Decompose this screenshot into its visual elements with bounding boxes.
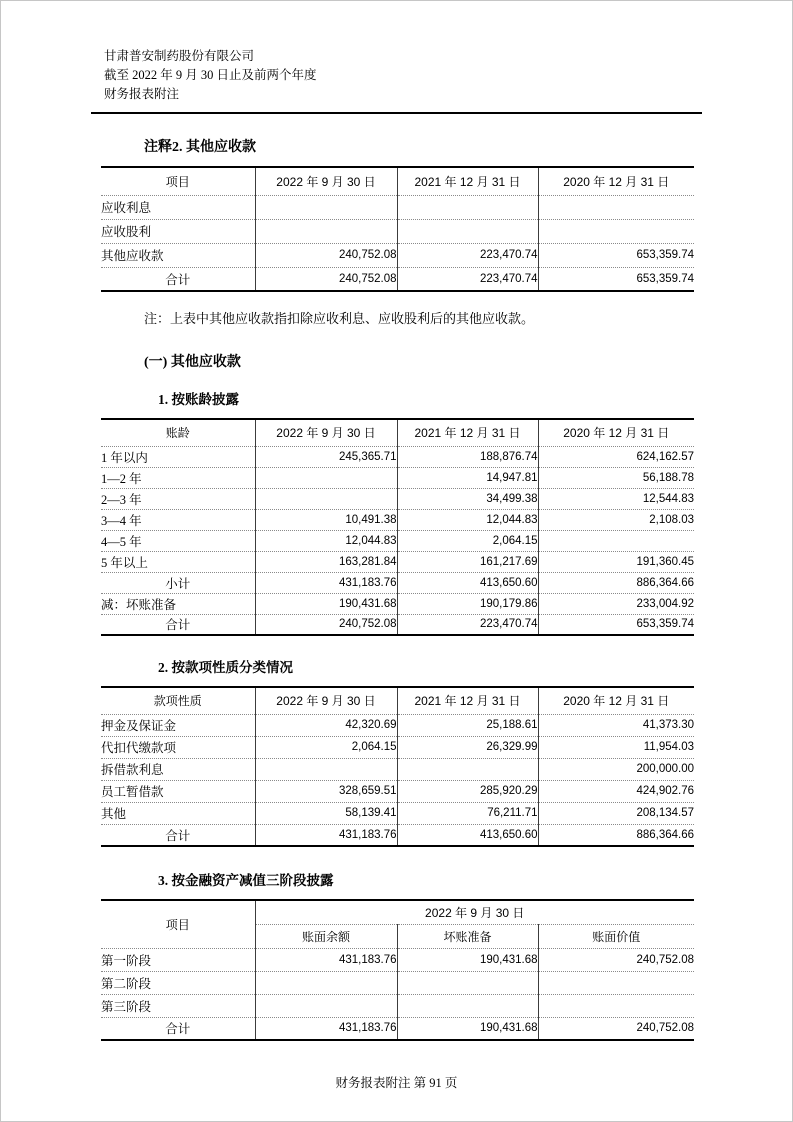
cell-value [255, 971, 397, 994]
row-label: 员工暂借款 [101, 780, 255, 802]
cell-value: 424,902.76 [538, 780, 694, 802]
cell-value: 285,920.29 [397, 780, 538, 802]
row-label: 5 年以上 [101, 551, 255, 572]
cell-value: 190,431.68 [255, 593, 397, 614]
cell-value: 58,139.41 [255, 802, 397, 824]
cell-value: 240,752.08 [255, 267, 397, 291]
column-header: 账面价值 [538, 924, 694, 948]
row-label: 4—5 年 [101, 530, 255, 551]
table-row [101, 195, 694, 219]
row-label: 3—4 年 [101, 509, 255, 530]
table-header-row [101, 167, 694, 195]
subsection3-title: 3. 按金融资产减值三阶段披露 [158, 873, 334, 888]
section1-title: (一) 其他应收款 [144, 355, 241, 370]
table-total-row [101, 267, 694, 291]
column-header: 账面余额 [255, 924, 397, 948]
cell-value: 188,876.74 [397, 446, 538, 467]
column-header: 2022 年 9 月 30 日 [255, 419, 397, 446]
cell-value [538, 530, 694, 551]
row-label: 其他应收款 [101, 243, 255, 267]
cell-value [397, 971, 538, 994]
cell-value [538, 994, 694, 1017]
table-row [101, 971, 694, 994]
cell-value: 56,188.78 [538, 467, 694, 488]
column-header: 2020 年 12 月 31 日 [538, 167, 694, 195]
table-row [101, 509, 694, 530]
table-row [101, 758, 694, 780]
other-receivables-summary-table [101, 166, 694, 292]
column-header: 2020 年 12 月 31 日 [538, 419, 694, 446]
cell-value [538, 219, 694, 243]
cell-value: 2,108.03 [538, 509, 694, 530]
cell-value [255, 994, 397, 1017]
cell-value: 11,954.03 [538, 736, 694, 758]
column-header: 2021 年 12 月 31 日 [397, 419, 538, 446]
table-total-row [101, 614, 694, 635]
row-label: 小计 [101, 572, 255, 593]
row-label: 合计 [101, 1017, 255, 1040]
cell-value [255, 195, 397, 219]
cell-value: 413,650.60 [397, 824, 538, 846]
nature-classification-table [101, 686, 694, 847]
row-label: 合计 [101, 614, 255, 635]
cell-value: 240,752.08 [255, 243, 397, 267]
row-label: 1—2 年 [101, 467, 255, 488]
cell-value [538, 195, 694, 219]
row-label: 第二阶段 [101, 971, 255, 994]
cell-value [397, 758, 538, 780]
row-label: 1 年以内 [101, 446, 255, 467]
cell-value: 233,004.92 [538, 593, 694, 614]
cell-value: 431,183.76 [255, 948, 397, 971]
table-total-row [101, 824, 694, 846]
cell-value: 653,359.74 [538, 267, 694, 291]
table-row [101, 467, 694, 488]
company-name: 甘肃普安制药股份有限公司 [104, 49, 255, 63]
cell-value: 200,000.00 [538, 758, 694, 780]
column-header: 账龄 [165, 426, 190, 441]
table-header-row [101, 687, 694, 714]
cell-value: 886,364.66 [538, 572, 694, 593]
cell-value [255, 488, 397, 509]
table-row [101, 736, 694, 758]
row-label: 合计 [101, 824, 255, 846]
table-header-row [101, 900, 694, 924]
page-header [104, 47, 792, 104]
cell-value [255, 758, 397, 780]
table-header-row [101, 419, 694, 446]
report-period: 截至 2022 年 9 月 30 日止及前两个年度 [104, 68, 317, 82]
cell-value: 431,183.76 [255, 824, 397, 846]
row-label: 第三阶段 [101, 994, 255, 1017]
cell-value: 163,281.84 [255, 551, 397, 572]
cell-value: 208,134.57 [538, 802, 694, 824]
cell-value: 14,947.81 [397, 467, 538, 488]
table-footnote: 注：上表中其他应收款指扣除应收利息、应收股利后的其他应收款。 [144, 311, 535, 326]
impairment-stages-table [101, 899, 694, 1041]
table-row [101, 802, 694, 824]
table-row [101, 780, 694, 802]
cell-value: 190,179.86 [397, 593, 538, 614]
column-header: 款项性质 [153, 694, 202, 709]
document-type: 财务报表附注 [104, 87, 180, 101]
cell-value: 34,499.38 [397, 488, 538, 509]
cell-value: 2,064.15 [255, 736, 397, 758]
table-row [101, 593, 694, 614]
cell-value: 12,044.83 [255, 530, 397, 551]
corner-header: 项目 [165, 917, 190, 932]
column-header: 2022 年 9 月 30 日 [255, 687, 397, 714]
header-rule [91, 112, 702, 114]
table-row [101, 488, 694, 509]
column-header: 坏账准备 [397, 924, 538, 948]
cell-value: 653,359.74 [538, 243, 694, 267]
aging-table [101, 418, 694, 636]
table-row [101, 948, 694, 971]
cell-value: 431,183.76 [255, 1017, 397, 1040]
row-label: 应收股利 [101, 219, 255, 243]
subsection1-title: 1. 按账龄披露 [158, 392, 239, 407]
table-row [101, 994, 694, 1017]
cell-value: 240,752.08 [538, 948, 694, 971]
cell-value: 12,044.83 [397, 509, 538, 530]
cell-value: 245,365.71 [255, 446, 397, 467]
column-header: 2021 年 12 月 31 日 [397, 687, 538, 714]
row-label: 拆借款利息 [101, 758, 255, 780]
cell-value: 223,470.74 [397, 243, 538, 267]
cell-value: 2,064.15 [397, 530, 538, 551]
cell-value [397, 994, 538, 1017]
cell-value: 10,491.38 [255, 509, 397, 530]
cell-value: 431,183.76 [255, 572, 397, 593]
cell-value: 328,659.51 [255, 780, 397, 802]
row-label: 应收利息 [101, 195, 255, 219]
cell-value: 240,752.08 [538, 1017, 694, 1040]
cell-value: 26,329.99 [397, 736, 538, 758]
subsection2-title: 2. 按款项性质分类情况 [158, 660, 293, 675]
cell-value: 240,752.08 [255, 614, 397, 635]
cell-value [255, 467, 397, 488]
date-span-header: 2022 年 9 月 30 日 [255, 900, 694, 924]
cell-value: 25,188.61 [397, 714, 538, 736]
table-row [101, 551, 694, 572]
table-row [101, 243, 694, 267]
cell-value: 190,431.68 [397, 948, 538, 971]
row-label: 押金及保证金 [101, 714, 255, 736]
table-row [101, 219, 694, 243]
table-total-row [101, 1017, 694, 1040]
cell-value [397, 195, 538, 219]
row-label: 2—3 年 [101, 488, 255, 509]
row-label: 第一阶段 [101, 948, 255, 971]
cell-value: 886,364.66 [538, 824, 694, 846]
page-footer: 财务报表附注 第 91 页 [335, 1076, 458, 1090]
cell-value: 190,431.68 [397, 1017, 538, 1040]
cell-value: 76,211.71 [397, 802, 538, 824]
cell-value [538, 971, 694, 994]
cell-value [397, 219, 538, 243]
cell-value [255, 219, 397, 243]
row-label: 其他 [101, 802, 255, 824]
cell-value: 161,217.69 [397, 551, 538, 572]
cell-value: 191,360.45 [538, 551, 694, 572]
note2-title: 注释2. 其他应收款 [144, 140, 256, 155]
cell-value: 41,373.30 [538, 714, 694, 736]
table-row [101, 530, 694, 551]
row-label: 合计 [101, 267, 255, 291]
cell-value: 42,320.69 [255, 714, 397, 736]
cell-value: 12,544.83 [538, 488, 694, 509]
row-label: 代扣代缴款项 [101, 736, 255, 758]
cell-value: 223,470.74 [397, 267, 538, 291]
column-header: 2022 年 9 月 30 日 [255, 167, 397, 195]
cell-value: 653,359.74 [538, 614, 694, 635]
cell-value: 223,470.74 [397, 614, 538, 635]
row-label: 减：坏账准备 [101, 593, 255, 614]
cell-value: 624,162.57 [538, 446, 694, 467]
column-header: 2021 年 12 月 31 日 [397, 167, 538, 195]
table-row [101, 446, 694, 467]
table-row [101, 714, 694, 736]
column-header: 2020 年 12 月 31 日 [538, 687, 694, 714]
cell-value: 413,650.60 [397, 572, 538, 593]
table-subtotal-row [101, 572, 694, 593]
column-header: 项目 [165, 174, 190, 189]
